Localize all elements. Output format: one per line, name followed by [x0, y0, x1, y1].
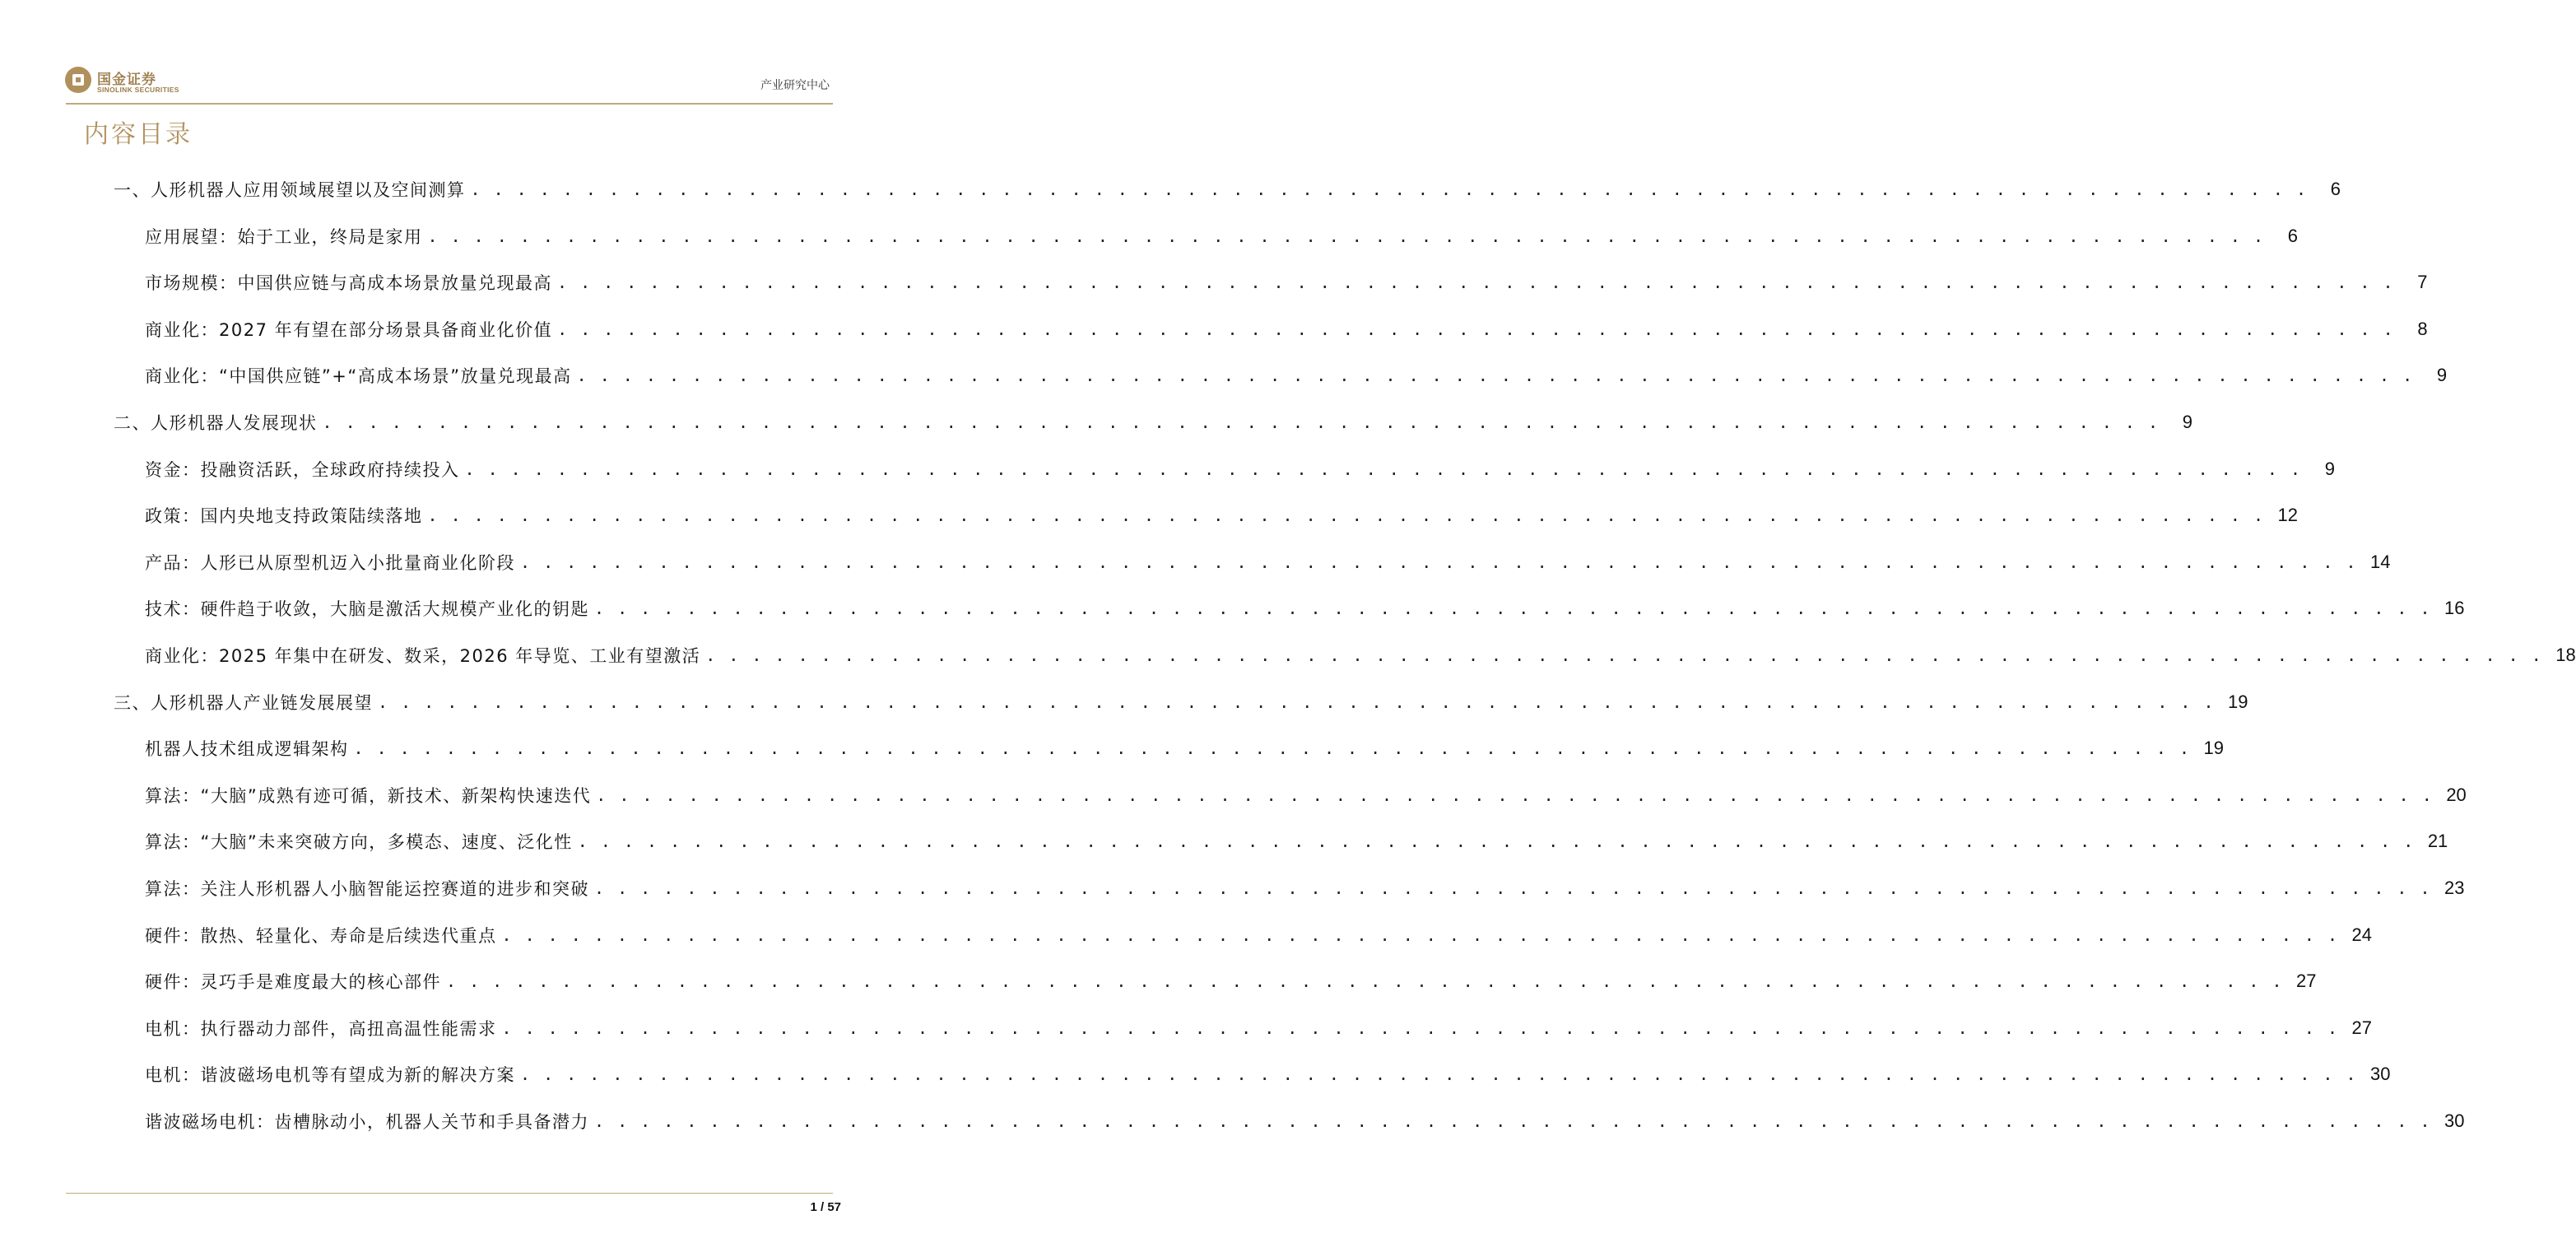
- toc-dot-leader: . . . . . . . . . . . . . . . . . . . . . . . . . . . . . . . . . . . . . . . . . . . . . . . . . . . . . . . . . . . . . . . . . . . . . . . . . . . . . . . .: [470, 179, 2309, 199]
- toc-entry-page: 21: [2427, 831, 2448, 852]
- logo-english-name: SINOLINK SECURITIES: [97, 86, 179, 94]
- toc-dot-leader: . . . . . . . . . . . . . . . . . . . . . . . . . . . . . . . . . . . . . . . . . . . . . . . . . . . . . . . . . . . . . . . . . . . . . . . . . . . . . . . .: [378, 691, 2216, 712]
- toc-entry[interactable]: [145, 315, 2428, 343]
- toc-entry-page: 23: [2444, 878, 2465, 898]
- toc-entry-page: 7: [2417, 272, 2428, 293]
- toc-entry-page: 12: [2277, 505, 2299, 526]
- toc-dot-leader: . . . . . . . . . . . . . . . . . . . . . . . . . . . . . . . . . . . . . . . . . . . . . . . . . . . . . . . . . . . . . . . . . . . . . . . . . . . . . . . .: [520, 1064, 2358, 1085]
- toc-dot-leader: . . . . . . . . . . . . . . . . . . . . . . . . . . . . . . . . . . . . . . . . . . . . . . . . . . . . . . . . . . . . . . . . . . . . . . . . . . . . . . . .: [501, 924, 2340, 945]
- toc-dot-leader: . . . . . . . . . . . . . . . . . . . . . . . . . . . . . . . . . . . . . . . . . . . . . . . . . . . . . . . . . . . . . . . . . . . . . . . . . . . . . . . .: [596, 784, 2434, 805]
- toc-entry[interactable]: [145, 361, 2448, 389]
- toc-dot-leader: . . . . . . . . . . . . . . . . . . . . . . . . . . . . . . . . . . . . . . . . . . . . . . . . . . . . . . . . . . . . . . . . . . . . . . . . . . . . . . . .: [520, 552, 2358, 572]
- toc-dot-leader: . . . . . . . . . . . . . . . . . . . . . . . . . . . . . . . . . . . . . . . . . . . . . . . . . . . . . . . . . . . . . . . . . . . . . . . . . . . . . . . .: [557, 319, 2395, 339]
- toc-entry-title: 一、人形机器人应用领域展望以及空间测算: [114, 180, 466, 200]
- toc-entry-title: 算法：“大脑”未来突破方向，多模态、速度、泛化性: [145, 832, 573, 853]
- toc-entry-title: 市场规模：中国供应链与高成本场景放量兑现最高: [145, 273, 552, 294]
- toc-dot-leader: . . . . . . . . . . . . . . . . . . . . . . . . . . . . . . . . . . . . . . . . . . . . . . . . . . . . . . . . . . . . . . . . . . . . . . . . . . . . . . . .: [594, 598, 2432, 619]
- toc-entry-title: 商业化：“中国供应链”+“高成本场景”放量兑现最高: [145, 366, 572, 387]
- footer-divider: [66, 1193, 833, 1194]
- toc-entry-title: 硬件：灵巧手是难度最大的核心部件: [145, 972, 441, 993]
- toc-entry-title: 商业化：2025 年集中在研发、数采，2026 年导览、工业有望激活: [145, 646, 701, 666]
- toc-dot-leader: . . . . . . . . . . . . . . . . . . . . . . . . . . . . . . . . . . . . . . . . . . . . . . . . . . . . . . . . . . . . . . . . . . . . . . . . . . . . . . . .: [577, 831, 2416, 852]
- logo-name: 国金证券: [97, 72, 156, 88]
- toc-dot-leader: . . . . . . . . . . . . . . . . . . . . . . . . . . . . . . . . . . . . . . . . . . . . . . . . . . . . . . . . . . . . . . . . . . . . . . . . . . . . . . . .: [322, 412, 2160, 432]
- toc-dot-leader: . . . . . . . . . . . . . . . . . . . . . . . . . . . . . . . . . . . . . . . . . . . . . . . . . . . . . . . . . . . . . . . . . . . . . . . . . . . . . . . .: [501, 1017, 2340, 1038]
- toc-entry[interactable]: [145, 501, 2299, 529]
- toc-entry[interactable]: [145, 874, 2465, 902]
- toc-entry-page: 27: [2296, 971, 2317, 992]
- toc-dot-leader: . . . . . . . . . . . . . . . . . . . . . . . . . . . . . . . . . . . . . . . . . . . . . . . . . . . . . . . . . . . . . . . . . . . . . . . . . . . . . . . .: [557, 272, 2395, 293]
- toc-entry[interactable]: [145, 455, 2336, 483]
- toc-entry-title: 机器人技术组成逻辑架构: [145, 739, 349, 760]
- toc-entry[interactable]: [145, 921, 2373, 949]
- toc-entry-title: 资金：投融资活跃，全球政府持续投入: [145, 459, 460, 480]
- toc-entry[interactable]: [145, 1107, 2465, 1135]
- toc-entry-page: 14: [2370, 551, 2391, 572]
- toc-entry-title: 谐波磁场电机：齿槽脉动小，机器人关节和手具备潜力: [145, 1112, 589, 1132]
- toc-entry[interactable]: [145, 781, 2467, 809]
- toc-entry-title: 商业化：2027 年有望在部分场景具备商业化价值: [145, 319, 553, 340]
- toc-entry-page: 19: [2228, 691, 2248, 712]
- toc-entry-page: 20: [2446, 784, 2467, 805]
- toc-dot-leader: . . . . . . . . . . . . . . . . . . . . . . . . . . . . . . . . . . . . . . . . . . . . . . . . . . . . . . . . . . . . . . . . . . . . . . . . . . . . . . . .: [594, 1111, 2432, 1131]
- toc-entry-title: 硬件：散热、轻量化、寿命是后续迭代重点: [145, 925, 497, 946]
- toc-entry-page: 6: [2330, 179, 2341, 199]
- toc-entry[interactable]: [145, 827, 2448, 855]
- toc-entry[interactable]: [114, 688, 2248, 716]
- toc-dot-leader: . . . . . . . . . . . . . . . . . . . . . . . . . . . . . . . . . . . . . . . . . . . . . . . . . . . . . . . . . . . . . . . . . . . . . . . . . . . . . . . .: [427, 505, 2266, 526]
- toc-entry-page: 30: [2444, 1110, 2465, 1131]
- toc-dot-leader: . . . . . . . . . . . . . . . . . . . . . . . . . . . . . . . . . . . . . . . . . . . . . . . . . . . . . . . . . . . . . . . . . . . . . . . . . . . . . . . .: [594, 878, 2432, 898]
- toc-entry[interactable]: [114, 408, 2193, 436]
- toc-entry-page: 9: [2324, 458, 2336, 479]
- toc-entry-title: 二、人形机器人发展现状: [114, 413, 318, 433]
- toc-entry-page: 6: [2287, 225, 2299, 246]
- toc-entry-page: 9: [2436, 365, 2448, 386]
- toc-entry[interactable]: [145, 1060, 2391, 1088]
- toc-entry-page: 19: [2203, 738, 2225, 759]
- toc-entry-page: 27: [2351, 1017, 2373, 1038]
- toc-entry[interactable]: [145, 548, 2391, 576]
- toc-entry[interactable]: [145, 734, 2225, 762]
- toc-entry-title: 电机：谐波磁场电机等有望成为新的解决方案: [145, 1065, 515, 1086]
- toc-entry-page: 9: [2182, 412, 2193, 432]
- toc-entry[interactable]: [145, 594, 2465, 622]
- toc-dot-leader: . . . . . . . . . . . . . . . . . . . . . . . . . . . . . . . . . . . . . . . . . . . . . . . . . . . . . . . . . . . . . . . . . . . . . . . . . . . . . . . .: [446, 971, 2284, 992]
- toc-dot-leader: . . . . . . . . . . . . . . . . . . . . . . . . . . . . . . . . . . . . . . . . . . . . . . . . . . . . . . . . . . . . . . . . . . . . . . . . . . . . . . . .: [576, 365, 2415, 386]
- toc-dot-leader: . . . . . . . . . . . . . . . . . . . . . . . . . . . . . . . . . . . . . . . . . . . . . . . . . . . . . . . . . . . . . . . . . . . . . . . . . . . . . . . .: [705, 645, 2543, 665]
- toc-entry-title: 电机：执行器动力部件，高扭高温性能需求: [145, 1018, 497, 1039]
- toc-entry-page: 16: [2444, 598, 2465, 619]
- toc-entry-title: 产品：人形已从原型机迈入小批量商业化阶段: [145, 552, 515, 573]
- toc-entry-title: 算法：“大脑”成熟有迹可循，新技术、新架构快速迭代: [145, 785, 592, 806]
- toc-entry[interactable]: [114, 175, 2341, 203]
- toc-entry-page: 30: [2370, 1064, 2391, 1085]
- page-indicator: 1 / 57: [810, 1200, 841, 1214]
- toc-entry-title: 算法：关注人形机器人小脑智能运控赛道的进步和突破: [145, 879, 589, 899]
- toc-entry[interactable]: [145, 268, 2428, 296]
- toc-entry-title: 技术：硬件趋于收敛，大脑是激活大规模产业化的钥匙: [145, 599, 589, 620]
- toc-dot-leader: . . . . . . . . . . . . . . . . . . . . . . . . . . . . . . . . . . . . . . . . . . . . . . . . . . . . . . . . . . . . . . . . . . . . . . . . . . . . . . . .: [353, 738, 2192, 759]
- toc-title: 内容目录: [84, 120, 193, 149]
- logo-mark-icon: [64, 66, 92, 94]
- toc-dot-leader: . . . . . . . . . . . . . . . . . . . . . . . . . . . . . . . . . . . . . . . . . . . . . . . . . . . . . . . . . . . . . . . . . . . . . . . . . . . . . . . .: [427, 226, 2266, 246]
- toc-entry[interactable]: [145, 1014, 2373, 1042]
- toc-entry-title: 政策：国内央地支持政策陆续落地: [145, 506, 423, 527]
- toc-entry-page: 24: [2351, 924, 2373, 945]
- department-label: 产业研究中心: [760, 79, 830, 92]
- toc-entry-page: 18: [2555, 645, 2576, 665]
- toc-entry[interactable]: [145, 641, 2576, 669]
- toc-entry-page: 8: [2417, 318, 2428, 339]
- toc-entry[interactable]: [145, 222, 2299, 250]
- page-header: [0, 0, 889, 107]
- toc-entry-title: 三、人形机器人产业链发展展望: [114, 692, 373, 713]
- header-divider: [66, 103, 833, 105]
- toc-entry[interactable]: [145, 967, 2317, 995]
- toc-entry-title: 应用展望：始于工业，终局是家用: [145, 226, 423, 247]
- toc-dot-leader: . . . . . . . . . . . . . . . . . . . . . . . . . . . . . . . . . . . . . . . . . . . . . . . . . . . . . . . . . . . . . . . . . . . . . . . . . . . . . . . .: [464, 459, 2303, 479]
